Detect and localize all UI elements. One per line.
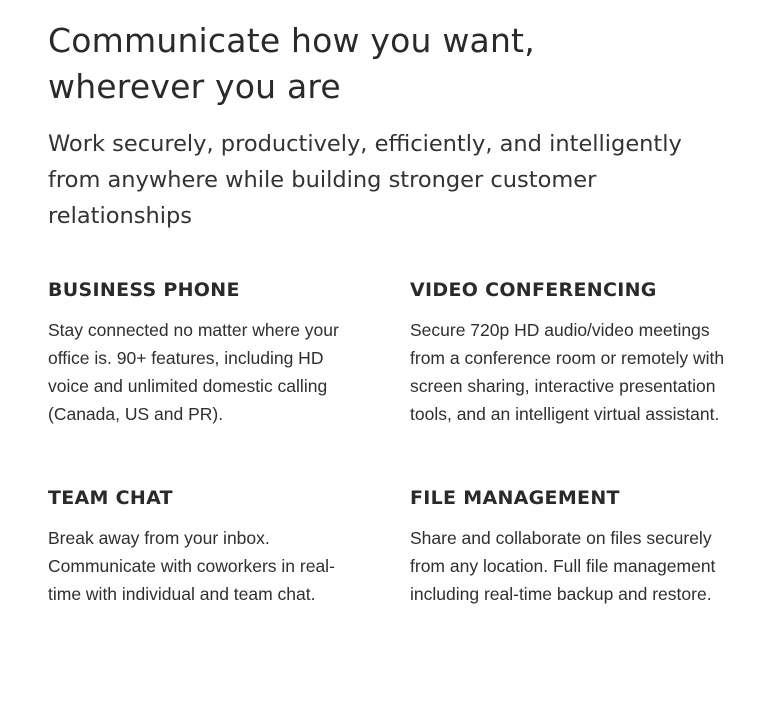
feature-video-conferencing: [410, 276, 738, 484]
features-grid: [48, 276, 738, 664]
feature-description: Secure 720p HD audio/video meetings from a conference room or remotely with screen sharing, interactive presentation tools, and an intelligent virtual assistant.: [410, 320, 725, 424]
headline-line-1: Communicate how you want,: [48, 21, 535, 60]
headline-line-2: wherever you are: [48, 67, 341, 106]
page-subheadline: Work securely, productively, efficiently, and intelligently from anywhere while building stronger customer relationships: [48, 131, 682, 229]
feature-business-phone: [48, 276, 410, 484]
feature-title: FILE MANAGEMENT: [410, 487, 620, 509]
feature-title: VIDEO CONFERENCING: [410, 279, 657, 301]
feature-title: BUSINESS PHONE: [48, 279, 240, 301]
feature-description: Break away from your inbox. Communicate with coworkers in real-time with individual and team chat.: [48, 528, 335, 604]
feature-description: Share and collaborate on files securely from any location. Full file management including real-time backup and restore.: [410, 528, 716, 604]
hero-section: [48, 18, 738, 234]
feature-file-management: [410, 484, 738, 664]
feature-title: TEAM CHAT: [48, 487, 173, 509]
feature-team-chat: [48, 484, 410, 664]
page-headline: [48, 18, 738, 110]
feature-description: Stay connected no matter where your office is. 90+ features, including HD voice and unlimited domestic calling (Canada, US and PR).: [48, 320, 339, 424]
